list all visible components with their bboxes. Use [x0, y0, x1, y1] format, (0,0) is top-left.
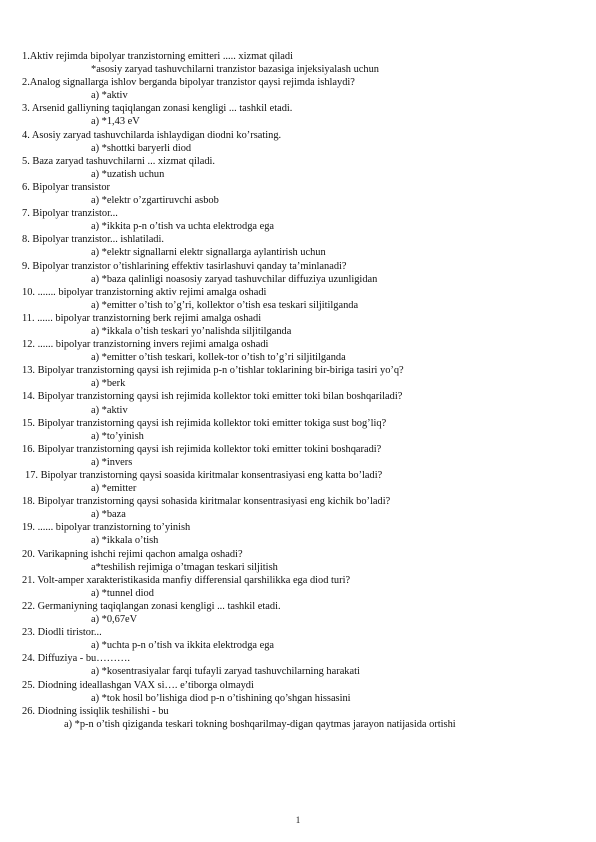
question-text: 3. Arsenid galliyning taqiqlangan zonasi kengligi ... tashkil etadi. — [22, 103, 293, 115]
answer-text: a) *elektr o’zgartiruvchi asbob — [91, 195, 219, 207]
answer-text: a) *kosentrasiyalar farqi tufayli zaryad tashuvchilarning harakati — [91, 666, 360, 678]
question-text: 26. Diodning issiqlik teshilishi - bu — [22, 705, 169, 717]
question-text: 5. Baza zaryad tashuvchilarni ... xizmat qiladi. — [22, 155, 216, 167]
answer-text: a) *ikkita p-n o’tish va uchta elektrodga ega — [91, 221, 275, 233]
question-text: 15. Bipolyar tranzistorning qaysi ish rejimida kollektor toki emitter tokiga sust bog’liq? — [22, 417, 387, 429]
question-text: 25. Diodning ideallashgan VAX si…. e’tiborga olmaydi — [22, 679, 254, 691]
question-text: 1.Aktiv rejimda bipolyar tranzistorning emitteri ..... xizmat qiladi — [22, 51, 293, 62]
question-text: 16. Bipolyar tranzistorning qaysi ish rejimida kollektor toki emitter tokini boshqaradi? — [22, 443, 382, 455]
answer-text: a) *p-n o’tish qiziganda teskari tokning boshqarilmay-digan qaytmas jarayon natijasida ortishi — [64, 718, 456, 730]
answer-text: a) *elektr signallarni elektr signallarga aylantirish uchun — [91, 247, 326, 259]
question-text: 2.Analog signallarga ishlov berganda bipolyar tranzistor qaysi rejimda ishlaydi? — [22, 77, 355, 89]
answer-text: a) *ikkala o’tish teskari yo’nalishda siljitilganda — [91, 325, 292, 337]
question-text: 4. Asosiy zaryad tashuvchilarda ishlaydigan diodni ko’rsating. — [22, 129, 282, 141]
answer-text: a) *emitter o’tish teskari, kollek-tor o’tish to’g’ri siljitilganda — [91, 352, 346, 364]
answer-text: a) *uzatish uchun — [91, 168, 165, 180]
answer-text: a) *emitter — [91, 483, 137, 495]
answer-text: a) *aktiv — [91, 404, 128, 416]
answer-text: a) *shottki baryerli diod — [91, 142, 192, 154]
answer-text: a) *invers — [91, 456, 133, 468]
answer-text: a) *emitter o’tish to’g’ri, kollektor o’tish esa teskari siljitilganda — [91, 299, 359, 311]
answer-text: a) *ikkala o’tish — [91, 535, 159, 547]
answer-text: a) *berk — [91, 378, 126, 390]
answer-text: a) *to’yinish — [91, 430, 144, 442]
question-text: 10. ....... bipolyar tranzistorning aktiv rejimi amalga oshadi — [22, 286, 267, 298]
question-text: 24. Diffuziya - bu………. — [22, 653, 131, 665]
page-number: 1 — [295, 815, 301, 825]
question-text: 23. Diodli tiristor... — [22, 627, 102, 639]
answer-text: a) *baza — [91, 509, 126, 521]
answer-text: a) *aktiv — [91, 90, 128, 102]
answer-text: a) *uchta p-n o’tish va ikkita elektrodga ega — [91, 640, 275, 652]
question-text: 20. Varikapning ishchi rejimi qachon amalga oshadi? — [22, 548, 243, 560]
answer-text: a) *baza qalinligi noasosiy zaryad tashuvchilar diffuziya uzunligidan — [91, 273, 378, 285]
question-text: 11. ...... bipolyar tranzistorning berk rejimi amalga oshadi — [22, 312, 262, 324]
question-text: 14. Bipolyar tranzistorning qaysi ish rejimida kollektor toki emitter toki bilan boshqariladi? — [22, 391, 403, 403]
question-list — [22, 50, 566, 731]
answer-text: a*teshilish rejimiga o’tmagan teskari siljitish — [91, 561, 278, 573]
question-text: 6. Bipolyar transistor — [22, 181, 111, 193]
answer-text: a) *1,43 eV — [91, 116, 140, 128]
answer-text: a) *tunnel diod — [91, 587, 154, 599]
question-text: 9. Bipolyar tranzistor o’tishlarining effektiv tasirlashuvi qanday ta’minlanadi? — [22, 260, 347, 272]
question-text: 8. Bipolyar tranzistor... ishlatiladi. — [22, 234, 164, 246]
question-text: 12. ...... bipolyar tranzistorning invers rejimi amalga oshadi — [22, 339, 269, 351]
answer-text: a) *tok hosil bo’lishiga diod p-n o’tishining qo’shgan hissasini — [91, 692, 351, 704]
question-text: 7. Bipolyar tranzistor... — [22, 208, 118, 220]
question-text: 19. ...... bipolyar tranzistorning to’yinish — [22, 522, 191, 534]
question-text: 18. Bipolyar tranzistorning qaysi sohasida kiritmalar konsentrasiyasi eng kichik bo’ladi? — [22, 496, 391, 508]
question-text: 13. Bipolyar tranzistorning qaysi ish rejimida p-n o’tishlar toklarining bir-biriga tasiri yo’q? — [22, 365, 404, 377]
answer-text: a) *0,67eV — [91, 614, 138, 626]
question-text: 21. Volt-amper xarakteristikasida manfiy differensial qarshilikka ega diod turi? — [22, 574, 351, 586]
answer-text: *asosiy zaryad tashuvchilarni tranzistor bazasiga injeksiyalash uchun — [91, 64, 379, 76]
question-text: 17. Bipolyar tranzistorning qaysi soasida kiritmalar konsentrasiyasi eng katta bo’ladi? — [25, 470, 383, 481]
question-text: 22. Germaniyning taqiqlangan zonasi kengligi ... tashkil etadi. — [22, 600, 281, 612]
